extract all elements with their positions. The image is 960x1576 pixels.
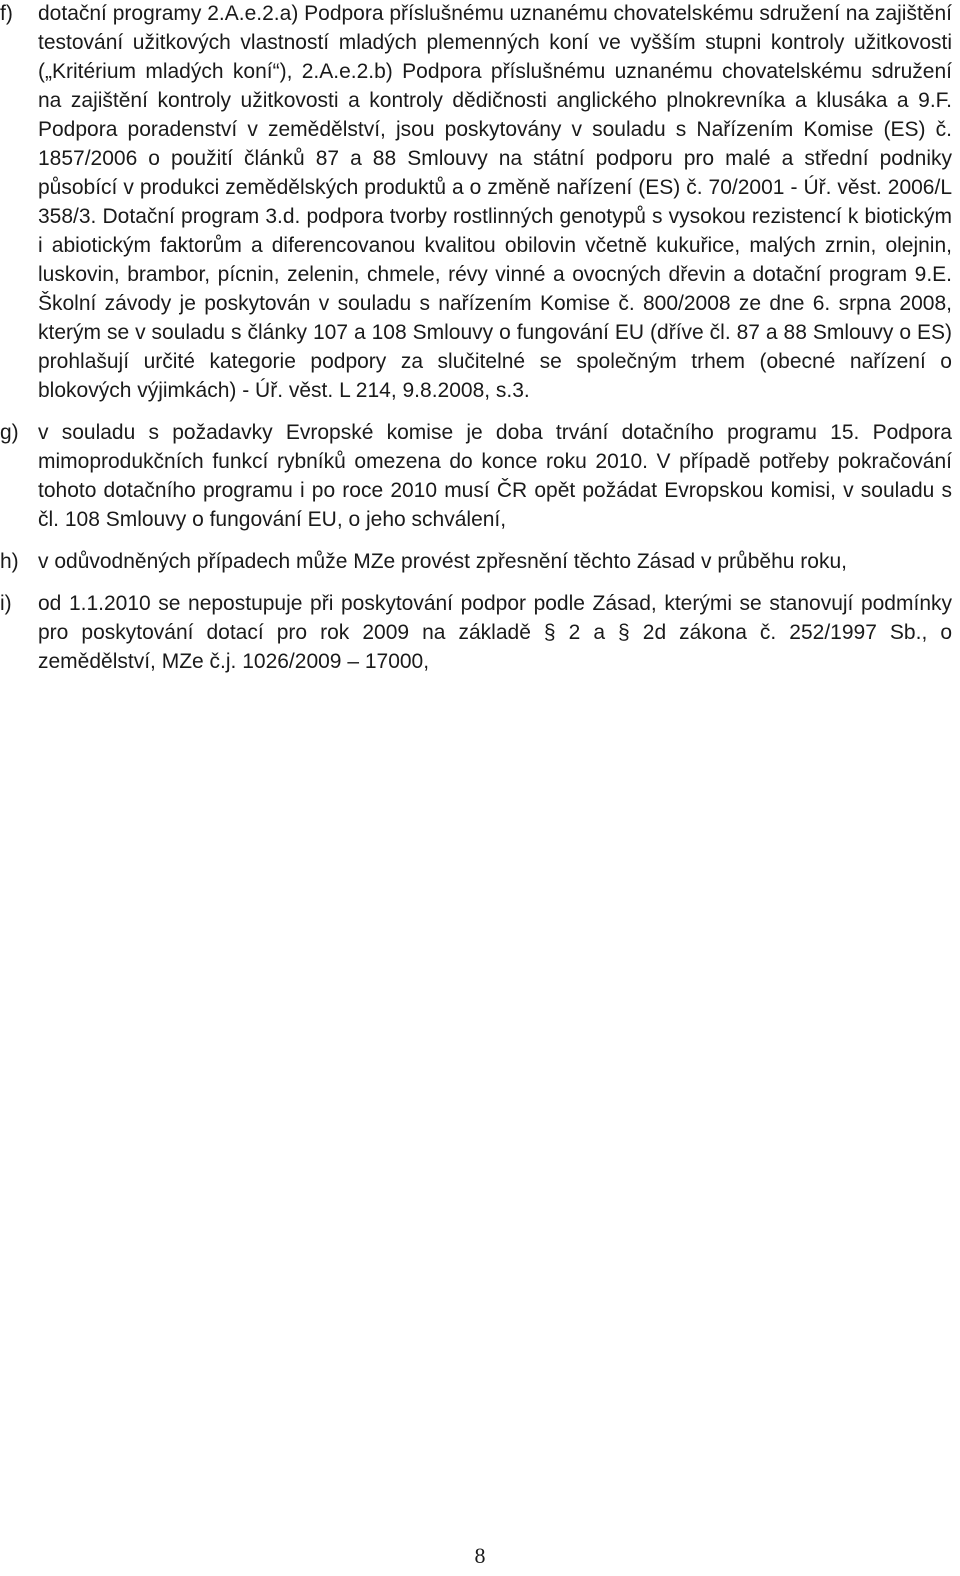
- item-marker: g): [0, 421, 19, 444]
- list-item-h: [0, 547, 960, 576]
- item-marker: f): [0, 2, 13, 25]
- item-marker: i): [0, 592, 12, 615]
- item-text: od 1.1.2010 se nepostupuje při poskytování podpor podle Zásad, kterými se stanovují podmínky pro poskytování dotací pro rok 2009 na základě § 2 a § 2d zákona č. 252/1997 Sb., o zemědělství, MZe č.j. 1026/2009 – 17000,: [38, 592, 952, 673]
- list-item-f: [0, 0, 960, 405]
- item-text: dotační programy 2.A.e.2.a) Podpora příslušnému uznanému chovatelskému sdružení na zajištění testování užitkových vlastností mladých plemenných koní ve vyšším stupni kontroly užitkovosti („Kritérium mladých koní“), 2.A.e.2.b) Podpora příslušnému uznanému chovatelskému sdružení na zajištění kontroly užitkovosti a kontroly dědičnosti anglického plnokrevníka a klusáka a 9.F. Podpora poradenství v zemědělství, jsou poskytovány v souladu s Nařízením Komise (ES) č. 1857/2006 o použití článků 87 a 88 Smlouvy na státní podporu pro malé a střední podniky působící v produkci zemědělských produktů a o změně nařízení (ES) č. 70/2001 - Úř. věst. 2006/L 358/3. Dotační program 3.d. podpora tvorby rostlinných genotypů s vysokou rezistencí k biotickým i abiotickým faktorům a diferencovanou kvalitou obilovin včetně kukuřice, malých zrnin, olejnin, luskovin, brambor, pícnin, zelenin, chmele, révy vinné a ovocných dřevin a dotační program 9.E. Školní závody je poskytován v souladu s nařízením Komise č. 800/2008 ze dne 6. srpna 2008, kterým se v souladu s články 107 a 108 Smlouvy o fungování EU (dříve čl. 87 a 88 Smlouvy o ES) prohlašují určité kategorie podpory za slučitelné se společným trhem (obecné nařízení o blokových výjimkách) - Úř. věst. L 214, 9.8.2008, s.3.: [38, 2, 953, 402]
- page-number: 8: [474, 1543, 486, 1568]
- item-text: v odůvodněných případech může MZe provést zpřesnění těchto Zásad v průběhu roku,: [38, 550, 847, 573]
- item-text: v souladu s požadavky Evropské komise je doba trvání dotačního programu 15. Podpora mimoprodukčních funkcí rybníků omezena do konce roku 2010. V případě potřeby pokračování tohoto dotačního programu i po roce 2010 musí ČR opět požádat Evropskou komisi, v souladu s čl. 108 Smlouvy o fungování EU, o jeho schválení,: [38, 421, 952, 531]
- item-marker: h): [0, 550, 19, 573]
- item-list: [0, 0, 960, 676]
- list-item-i: [0, 589, 960, 676]
- list-item-g: [0, 418, 960, 534]
